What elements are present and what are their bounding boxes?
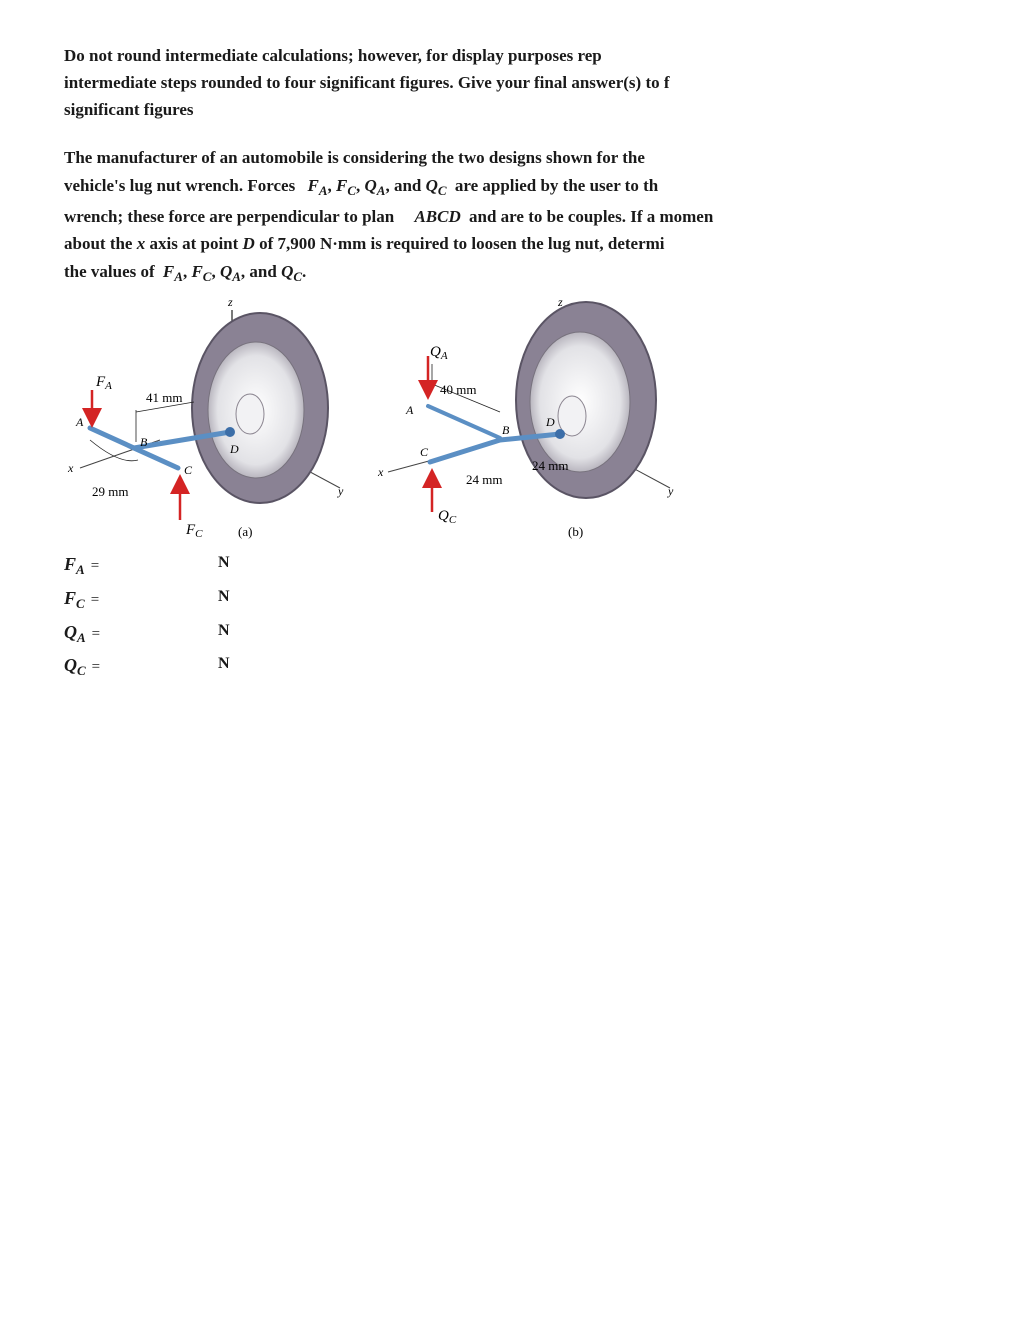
answer-row-fc — [64, 586, 364, 612]
unit-fa: N — [218, 554, 230, 571]
instruction-line-2: intermediate steps rounded to four significant figures. Give your final answer(s) to f — [64, 73, 670, 92]
unit-qa: N — [218, 622, 230, 639]
point-c-label-b: C — [420, 445, 429, 459]
unit-qc: N — [218, 655, 230, 672]
problem-line-2: vehicle's lug nut wrench. Forces $F_A$, $F_C$, $Q_A$, and $Q_C$ are applied by the user to th — [64, 176, 659, 198]
problem-line-4: about the x axis at point D of 7,900 N·mm is required to loosen the lug nut, determi — [64, 234, 665, 253]
point-d-label-b: D — [546, 415, 555, 429]
answer-label-fa: $F_A$ = — [64, 554, 100, 577]
force-qa-label: $Q_A$ — [430, 344, 448, 362]
axis-x-label-a: x — [68, 461, 74, 475]
force-fc-label: $F_C$ — [186, 522, 203, 540]
answer-label-qa: $Q_A$ = — [64, 622, 101, 645]
lug-nut-b — [555, 429, 565, 439]
caption-b: (b) — [568, 524, 584, 539]
instruction-line-3: significant figures — [64, 100, 194, 119]
instruction-line-1: Do not round intermediate calculations; however, for display purposes rep — [64, 46, 602, 65]
dim-29mm: 29 mm — [92, 484, 129, 499]
axis-z-label-a: z — [228, 295, 233, 309]
force-qc-label: $Q_C$ — [438, 508, 457, 526]
answer-label-fc: $F_C$ = — [64, 588, 100, 611]
point-d-label-a: D — [230, 442, 239, 456]
problem-line-5: the values of $F_A$, $F_C$, $Q_A$, and $Q_C$. — [64, 262, 307, 284]
lug-nut-a — [225, 427, 235, 437]
point-b-label-a: B — [140, 435, 148, 449]
dim-40mm: 40 mm — [440, 382, 477, 397]
unit-fc: N — [218, 588, 230, 605]
figure-b — [377, 295, 674, 539]
dim-24mm-lower: 24 mm — [466, 472, 503, 487]
hub-a — [236, 394, 264, 434]
answer-row-qc — [64, 653, 364, 679]
qa-input[interactable] — [124, 620, 218, 644]
point-a-label-a: A — [76, 415, 84, 429]
axis-x-label-b: x — [378, 465, 384, 479]
answer-row-fa — [64, 552, 364, 578]
point-b-label-b: B — [502, 423, 510, 437]
figure-a — [67, 295, 344, 540]
dim-24mm-upper: 24 mm — [532, 458, 569, 473]
wrench-designs-figure — [60, 290, 700, 550]
axis-y-label-b: y — [668, 484, 674, 498]
answer-row-qa — [64, 620, 364, 646]
axis-y-label-a: y — [338, 484, 344, 498]
dim-41mm: 41 mm — [146, 390, 183, 405]
axis-z-label-b: z — [558, 295, 563, 309]
wrench-lower-b — [430, 440, 500, 462]
wrench-arm-b — [428, 406, 500, 438]
answer-label-qc: $Q_C$ = — [64, 655, 101, 678]
problem-line-1: The manufacturer of an automobile is considering the two designs shown for the — [64, 148, 645, 167]
caption-a: (a) — [238, 524, 253, 539]
problem-line-3: wrench; these force are perpendicular to plan ABCD and are to be couples. If a momen — [64, 207, 714, 226]
fc-input[interactable] — [124, 586, 218, 610]
point-c-label-a: C — [184, 463, 193, 477]
force-fa-label: $F_A$ — [96, 374, 112, 392]
point-a-label-b: A — [406, 403, 414, 417]
fa-input[interactable] — [124, 552, 218, 576]
qc-input[interactable] — [124, 653, 218, 677]
